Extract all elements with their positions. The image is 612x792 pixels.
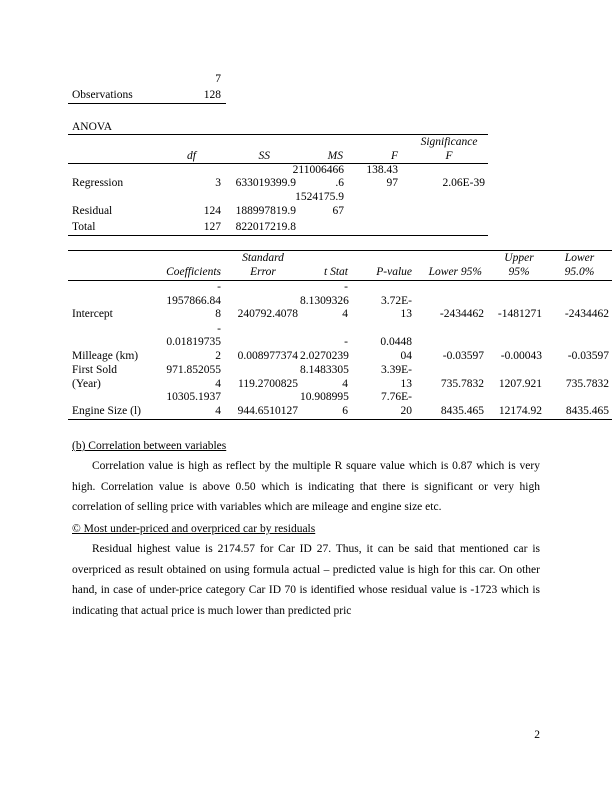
first-sold-p-line2: 13 <box>400 378 412 390</box>
observations-label: Observations <box>72 89 133 101</box>
engine-p-line1: 7.76E- <box>381 391 412 403</box>
coef-header-tstat: t Stat <box>324 266 348 278</box>
anova-total-df: 127 <box>203 221 221 233</box>
anova-total-label: Total <box>72 221 96 233</box>
coef-header-pvalue: P-value <box>376 266 412 278</box>
anova-header-ss: SS <box>258 150 270 162</box>
engine-upper95: 12174.92 <box>498 405 542 417</box>
intercept-p-line2: 13 <box>400 308 412 320</box>
mileage-p-line1: 0.0448 <box>380 336 412 348</box>
coef-header-lower95: Lower 95% <box>428 266 482 278</box>
coef-header-coefficients: Coefficients <box>166 266 221 278</box>
engine-t-line2: 6 <box>342 405 348 417</box>
anova-header-f: F <box>390 150 398 162</box>
intercept-t-line1: - <box>344 281 348 293</box>
first-sold-t-line2: 4 <box>342 378 348 390</box>
intercept-label: Intercept <box>72 308 113 320</box>
anova-regression-label: Regression <box>72 177 124 189</box>
intercept-se: 240792.4078 <box>237 308 298 320</box>
first-sold-upper95: 1207.921 <box>498 378 542 390</box>
intercept-t-line2: 8.1309326 <box>300 295 349 307</box>
section-c-heading: © Most under-priced and overpriced car by residuals <box>72 523 316 535</box>
intercept-upper95: -1481271 <box>497 308 542 320</box>
engine-se: 944.6510127 <box>237 405 298 417</box>
mileage-p-line2: 04 <box>400 350 412 362</box>
anova-regression-f-line2: 97 <box>386 177 398 189</box>
mileage-coef-line2: 0.01819735 <box>166 336 221 348</box>
first-sold-t-line1: 8.1483305 <box>300 364 349 376</box>
engine-lower950: 8435.465 <box>565 405 609 417</box>
mileage-se: 0.008977374 <box>237 350 298 362</box>
anova-regression-ss: 633019399.9 <box>235 177 296 189</box>
intercept-p-line1: 3.72E- <box>381 295 412 307</box>
anova-top-rule <box>68 134 488 135</box>
first-sold-coef-line2: 4 <box>215 378 221 390</box>
first-sold-lower95: 735.7832 <box>440 378 484 390</box>
mileage-coef-line1: - <box>217 323 221 335</box>
coef-header-upper-line2: 95% <box>508 266 530 278</box>
anova-header-df: df <box>187 150 196 162</box>
engine-coef-line1: 10305.1937 <box>166 391 221 403</box>
intercept-lower950: -2434462 <box>564 308 609 320</box>
anova-residual-ms-line1: 1524175.9 <box>295 191 344 203</box>
first-sold-p-line1: 3.39E- <box>381 364 412 376</box>
anova-regression-sig: 2.06E-39 <box>442 177 485 189</box>
anova-header-sig-line1: Significance <box>420 136 478 148</box>
anova-total-ss: 822017219.8 <box>235 221 296 233</box>
coef-header-upper-line1: Upper <box>504 252 534 264</box>
coef-top-rule <box>68 250 612 251</box>
observations-bottom-rule <box>68 103 226 104</box>
anova-regression-ms-line1: 211006466 <box>292 164 344 176</box>
anova-header-sig-line2: F <box>445 150 453 162</box>
engine-t-line1: 10.908995 <box>300 391 349 403</box>
mileage-t-line1: - <box>344 336 348 348</box>
coef-header-lower950-line2: 95.0% <box>564 266 595 278</box>
anova-residual-label: Residual <box>72 205 113 217</box>
anova-residual-ms-line2: 67 <box>332 205 344 217</box>
first-sold-label-line1: First Sold <box>72 364 118 376</box>
coef-bottom-rule <box>68 419 612 420</box>
coef-header-se-line2: Error <box>250 266 276 278</box>
mileage-coef-line3: 2 <box>215 350 221 362</box>
first-sold-label-line2: (Year) <box>72 378 101 390</box>
engine-p-line2: 20 <box>400 405 412 417</box>
mileage-lower95: -0.03597 <box>442 350 484 362</box>
first-sold-se: 119.2700825 <box>238 378 298 390</box>
section-b-heading: (b) Correlation between variables <box>72 440 227 452</box>
intercept-coef-line3: 8 <box>215 308 221 320</box>
page-number: 2 <box>534 729 540 741</box>
anova-regression-f-line1: 138.43 <box>366 164 398 176</box>
engine-lower95: 8435.465 <box>440 405 484 417</box>
anova-residual-ss: 188997819.9 <box>235 205 296 217</box>
engine-label: Engine Size (l) <box>72 405 141 417</box>
observations-value: 128 <box>203 89 221 101</box>
section-c-paragraph: Residual highest value is 2174.57 for Car ID 27. Thus, it can be said that mentioned car is overpriced as result obtained on using formula actual – predicted value is high for this car. On other hand, in case of under-price category Car ID 70 is identified whose residual value is -1723 which is indicating that actual price is much lower than predicted pric <box>72 543 540 617</box>
observations-value-line1: 7 <box>215 73 221 85</box>
intercept-coef-line1: - <box>217 281 221 293</box>
anova-header-rule <box>68 163 488 164</box>
anova-regression-ms-line2: .6 <box>335 177 344 189</box>
anova-header-ms: MS <box>327 150 343 162</box>
anova-regression-df: 3 <box>215 177 221 189</box>
engine-coef-line2: 4 <box>215 405 221 417</box>
coef-header-se-line1: Standard <box>242 252 284 264</box>
mileage-label: Milleage (km) <box>72 350 139 362</box>
intercept-t-line3: 4 <box>342 308 348 320</box>
mileage-t-line2: 2.0270239 <box>300 350 349 362</box>
first-sold-lower950: 735.7832 <box>565 378 609 390</box>
section-b-paragraph: Correlation value is high as reflect by the multiple R square value which is 0.87 which is very high. Correlation value is above 0.50 which is indicating that there is significant or very high correlation of selling price with variables which are mileage and engine size etc. <box>72 460 540 513</box>
anova-title: ANOVA <box>72 121 113 133</box>
coef-header-lower950-line1: Lower <box>564 252 595 264</box>
first-sold-coef-line1: 971.852055 <box>166 364 221 376</box>
intercept-lower95: -2434462 <box>439 308 484 320</box>
mileage-upper95: -0.00043 <box>500 350 542 362</box>
anova-residual-df: 124 <box>203 205 221 217</box>
intercept-coef-line2: 1957866.84 <box>166 295 221 307</box>
mileage-lower950: -0.03597 <box>567 350 609 362</box>
anova-bottom-rule <box>68 235 488 236</box>
